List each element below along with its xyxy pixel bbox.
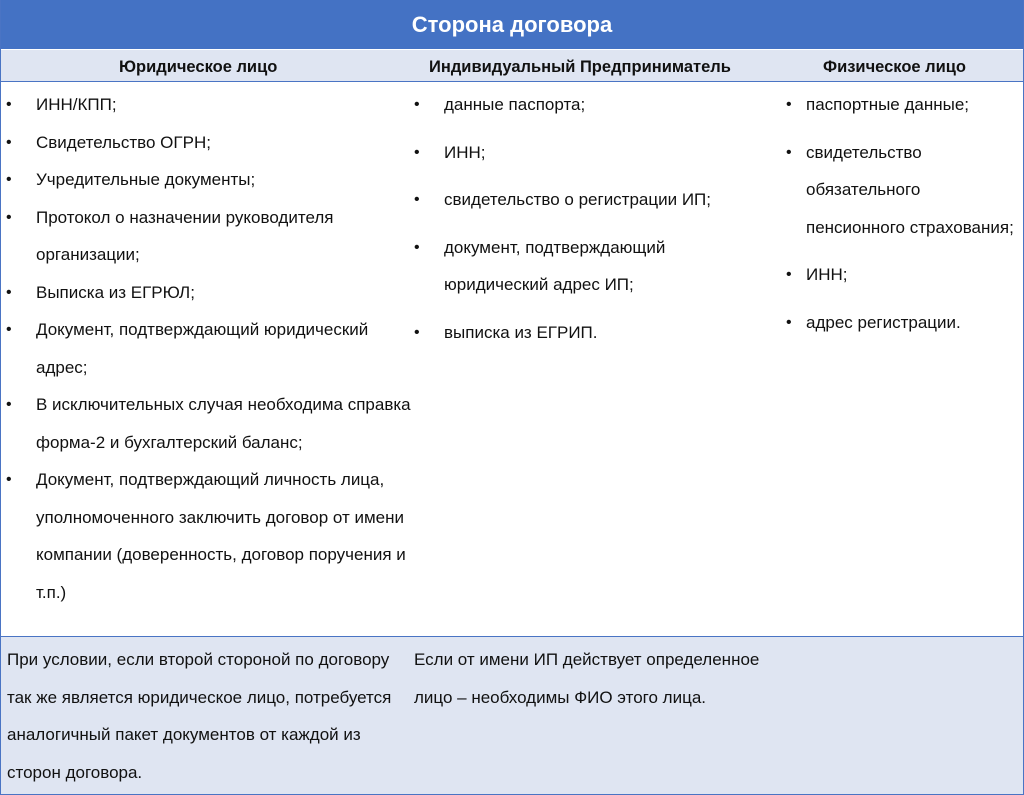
bullet-icon: • [786,143,792,161]
table-title: Сторона договора [1,0,1023,49]
bullet-icon: • [786,313,792,331]
bullet-icon: • [414,191,420,208]
bullet-icon: • [6,321,12,338]
column-headers [1,49,1023,82]
entrepreneur-note: Если от имени ИП действует определенное лицо – необходимы ФИО этого лица. [414,650,760,707]
column-header-entrepreneur: Индивидуальный Предприниматель [429,58,731,76]
list-item: • выписка из ЕГРИП. [444,314,774,352]
bullet-icon: • [414,323,420,341]
bullet-icon: • [786,96,792,113]
list-item: • свидетельство обязательного пенсионного страхования; [806,134,1021,247]
list-item: • Протокол о назначении руководителя организации; [36,199,416,274]
list-item: • Документ, подтверждающий юридический адрес; [36,311,416,386]
column-header-individual: Физическое лицо [823,58,967,76]
list-item: • Учредительные документы; [36,161,416,199]
list-item: • Свидетельство ОГРН; [36,124,416,162]
bullet-icon: • [6,171,12,188]
list-item: • В исключительных случая необходима справка форма-2 и бухгалтерский баланс; [36,386,416,461]
bullet-icon: • [6,283,12,301]
individual-list [786,86,1021,351]
bullet-icon: • [6,133,12,151]
list-item: • паспортные данные; [806,86,1021,124]
list-item: • ИНН/КПП; [36,86,416,124]
bullet-icon: • [414,143,420,161]
bullet-icon: • [6,96,12,113]
bullet-icon: • [6,208,12,226]
legal-entity-note: При условии, если второй стороной по договору так же является юридическое лицо, потребуется аналогичный пакет документов от каждой из сторон договора. [7,650,392,782]
list-item: • адрес регистрации. [806,304,1021,342]
bullet-icon: • [6,471,12,488]
list-item: • свидетельство о регистрации ИП; [444,181,774,219]
bullet-icon: • [414,238,420,256]
bullet-icon: • [414,96,420,113]
list-item: • документ, подтверждающий юридический адрес ИП; [444,229,774,304]
bullet-icon: • [6,396,12,413]
entrepreneur-list [414,86,774,361]
list-item: • данные паспорта; [444,86,774,124]
notes-row [1,637,1023,794]
column-header-legal-entity: Юридическое лицо [119,58,278,76]
list-item: • ИНН; [806,256,1021,294]
list-item: • ИНН; [444,134,774,172]
documents-row [1,82,1023,637]
bullet-icon: • [786,266,792,283]
list-item: • Выписка из ЕГРЮЛ; [36,274,416,312]
legal-entity-list [6,86,416,611]
list-item: • Документ, подтверждающий личность лица, уполномоченного заключить договор от имени компании (доверенность, договор поручения и т.п.) [36,461,416,611]
